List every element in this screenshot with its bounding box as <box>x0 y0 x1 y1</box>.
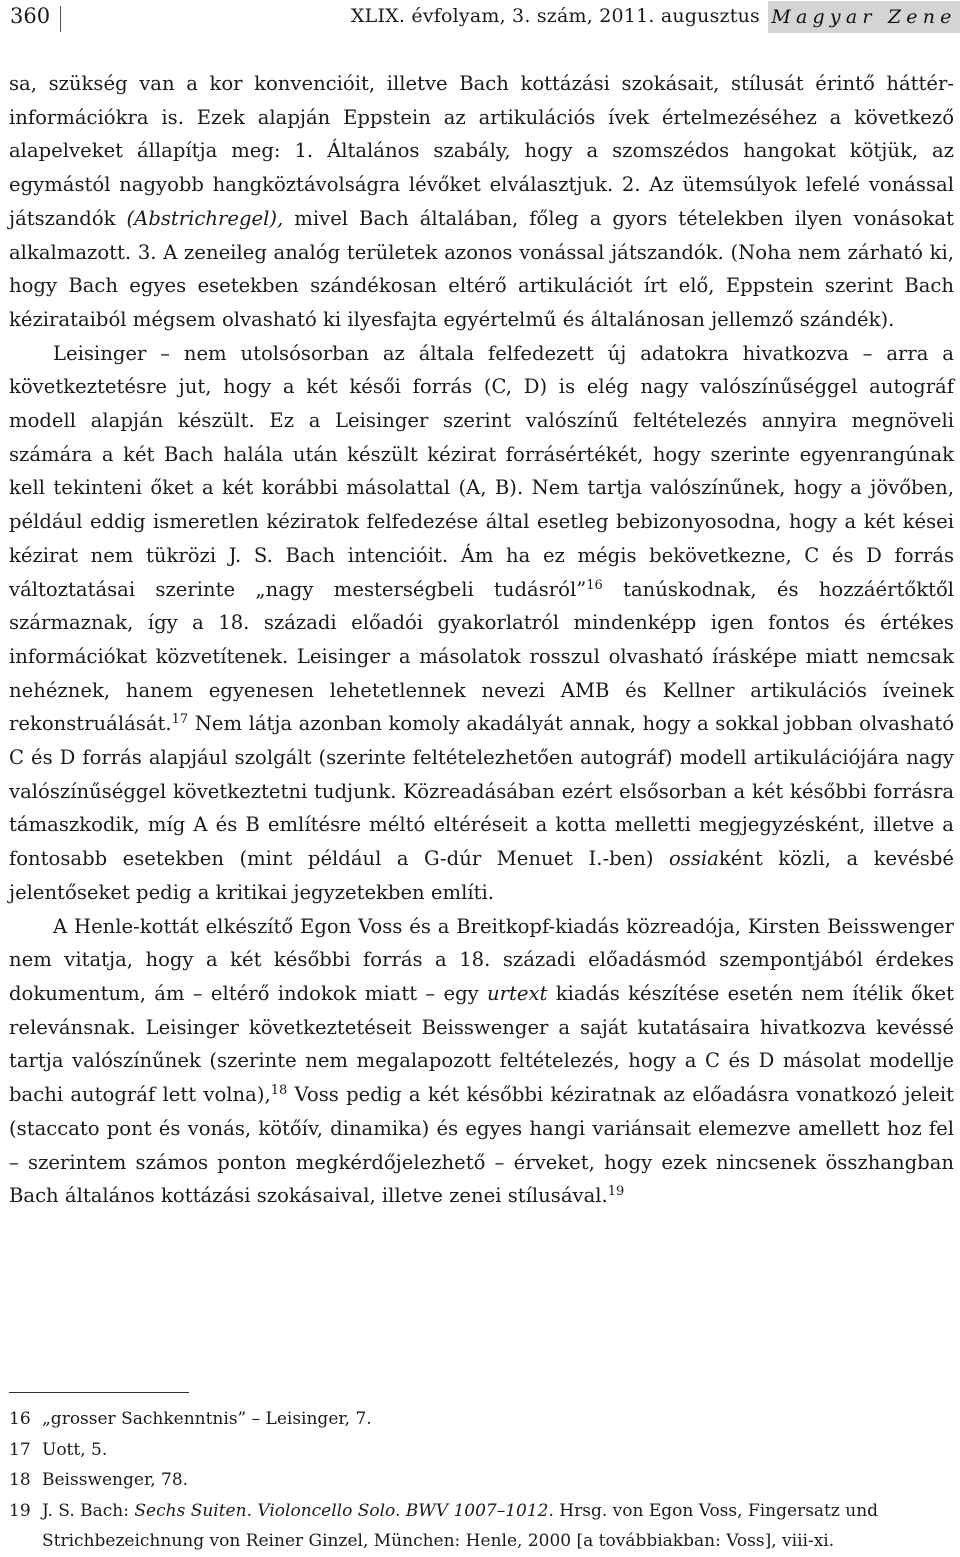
text-run: sa, szükség van a kor konvencióit, illetve Bach kottázási szokásait, stílusát érintő háttér-információkra is. Ezek alapján Eppstein az artikulációs ívek értelmezéséhez a következő alapelveket állapítja meg: 1. Általános szabály, hogy a szomszédos hangokat kötjük, az egymástól nagyobb hangköztávolságra lévőket elválasztjuk. 2. Az ütemsúlyok lefelé vonással játszandók <box>9 72 954 230</box>
footnote-text <box>42 1496 954 1557</box>
page-number: 360 <box>10 4 51 28</box>
footnote-19 <box>9 1496 954 1557</box>
footnote-ref-16: 16 <box>586 577 603 593</box>
article-body <box>9 67 954 1213</box>
footnote-ref-17: 17 <box>171 712 189 728</box>
italic-title: Sechs Suiten. Violoncello Solo. BWV 1007–1012. <box>134 1500 554 1521</box>
page-header <box>0 0 960 40</box>
journal-title: Magyar Zene <box>768 1 960 33</box>
footnote-text: Uott, 5. <box>42 1439 108 1460</box>
text-run: mivel Bach általában, főleg a gyors tételekben ilyen vonásokat alkalmazott. 3. A zeneileg analóg területek azonos vonással játszandók. (Noha nem zárható ki, hogy Bach egyes esetekben szándékosan eltérő artikulációt írt elő, Eppstein szerint Bach kézirataiból mégsem olvasható ki ilyesfajta egyértelmű és általánosan jellemző szándék). <box>9 206 954 331</box>
italic-term: ossia <box>668 847 719 871</box>
text-run: ként közli, a kevésbé jelentőseket pedig a kritikai jegyzetekben említi. <box>9 847 954 904</box>
footnote-18 <box>9 1465 954 1496</box>
footnote-text: Beisswenger, 78. <box>42 1470 189 1490</box>
paragraph-2 <box>9 337 954 910</box>
footnotes <box>9 1404 954 1557</box>
text-run: Leisinger – nem utolsósorban az általa felfedezett új adatokra hivatkozva – arra a következtetésre jut, hogy a két késői forrás (C, D) is elég nagy valószínűséggel autográf modell alapján készült. Ez a Leisinger szerint valószínű feltételezés annyira megnöveli számára a két Bach halála után készült kézirat forrásértékét, hogy szerinte egyenrangúnak kell tekinteni őket a két korábbi másolattal (A, B). Nem tartja valószínűnek, hogy a jövőben, például eddig ismeretlen kéziratok felfedezése által esetleg bebizonyosodna, hogy a két kései kézirat nem tükrözi J. S. Bach intencióit. Ám ha ez mégis bekövetkezne, C és D forrás változtatásai szerinte „nagy mesterségbeli tudásról” <box>9 341 954 601</box>
footnote-number: 17 <box>9 1439 31 1460</box>
italic-term: urtext <box>487 981 548 1005</box>
footnote-ref-18: 18 <box>270 1083 288 1099</box>
text-run: Hrsg. von Egon Voss, Fingersatz und Strichbezeichnung von Reiner Ginzel, München: Henle, 2000 [a továbbiakban: Voss], viii-xi. <box>42 1500 879 1551</box>
issue-info: XLIX. évfolyam, 3. szám, 2011. augusztus <box>350 5 760 27</box>
header-divider <box>60 6 61 32</box>
italic-term: (Abstrichregel), <box>126 206 284 230</box>
text-run: Nem látja azonban komoly akadályát annak, hogy a sokkal jobban olvasható C és D forrás alapjául szolgált (szerinte feltételezhetően autográf) modell artikulációjára nagy valószínűséggel következtetni tudjunk. Közreadásában ezért elsősorban a két későbbi forrásra támaszkodik, míg A és B említésre méltó eltéréseit a kotta melletti megjegyzésként, illetve a fontosabb esetekben (mint például a G-dúr Menuet I.-ben) <box>9 712 954 871</box>
footnote-rule <box>9 1392 189 1393</box>
footnote-16 <box>9 1404 954 1435</box>
text-run: kiadás készítése esetén nem ítélik őket relevánsnak. Leisinger következtetéseit Beisswenger a saját kutatásaira hivatkozva kevéssé tartja valószínűnek (szerinte nem megalapozott feltételezés, hogy a C és D másolat modellje bachi autográf lett volna), <box>9 981 954 1107</box>
footnote-number: 18 <box>9 1470 31 1490</box>
text-run: Voss pedig a két későbbi kéziratnak az előadásra vonatkozó jeleit (staccato pont és vonás, kötőív, dinamika) és egyes hangi variánsait elemezve amellett hoz fel – szerintem számos ponton megkérdőjelezhető – érveket, hogy ezek nincsenek összhangban Bach általános kottázási szokásaival, illetve zenei stílusával. <box>9 1083 955 1208</box>
footnote-number: 16 <box>9 1409 31 1429</box>
footnote-ref-19: 19 <box>607 1184 625 1200</box>
footnote-number: 19 <box>9 1500 31 1521</box>
paragraph-1 <box>9 67 954 337</box>
paragraph-3 <box>9 910 954 1213</box>
footnote-17 <box>9 1435 954 1466</box>
text-run: J. S. Bach: <box>42 1500 135 1521</box>
text-run: tanúskodnak, és hozzáértőktől származnak, így a 18. századi előadói gyakorlatról mindenképp igen fontos és értékes információkat közvetítenek. Leisinger a másolatok rosszul olvasható írásképe miatt nemcsak nehéznek, hanem egyenesen lehetetlennek nevezi AMB és Kellner artikulációs íveinek rekonstruálását. <box>9 577 955 736</box>
footnote-text: „grosser Sachkenntnis” – Leisinger, 7. <box>42 1409 372 1429</box>
text-run: A Henle-kottát elkészítő Egon Voss és a Breitkopf-kiadás közreadója, Kirsten Beisswenger nem vitatja, hogy a két későbbi forrás a 18. századi előadásmód szempontjából érdekes dokumentum, ám – eltérő indokok miatt – egy <box>9 914 954 1005</box>
